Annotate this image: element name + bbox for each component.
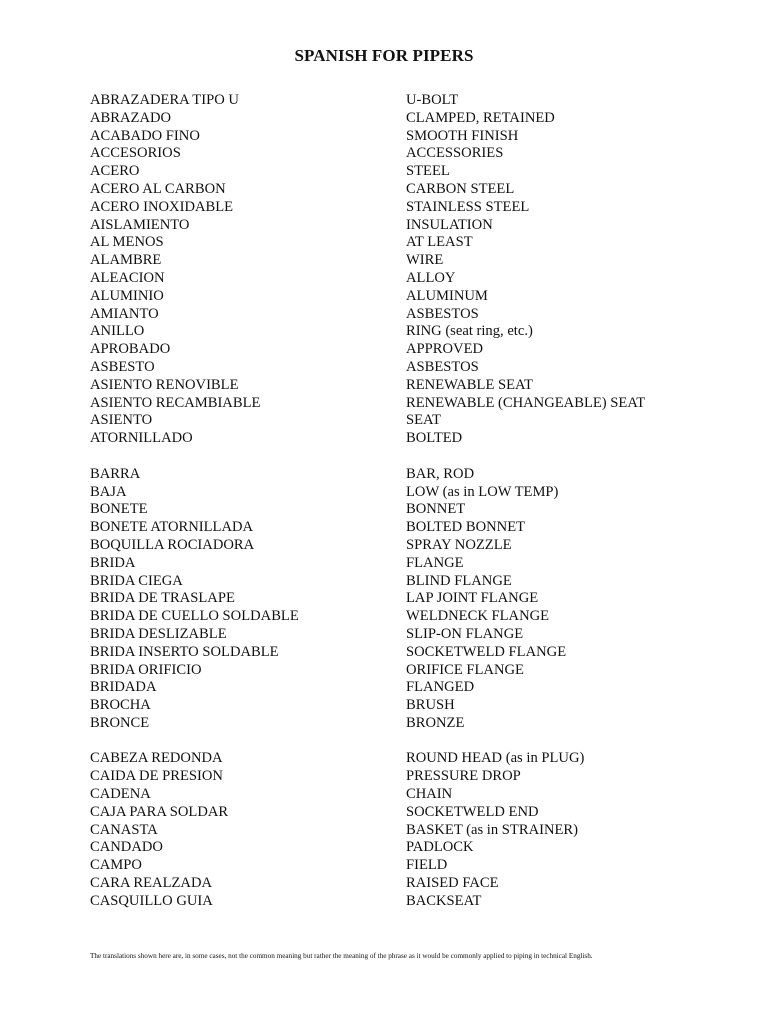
english-translation: LAP JOINT FLANGE (406, 590, 539, 607)
glossary-row (90, 217, 730, 235)
english-translation: BONNET (406, 501, 466, 518)
glossary-row (90, 128, 730, 146)
spanish-term: ACERO AL CARBON (90, 180, 226, 197)
glossary-row (90, 679, 730, 697)
english-translation: BRUSH (406, 697, 455, 714)
english-translation: BLIND FLANGE (406, 572, 512, 589)
english-translation: WELDNECK FLANGE (406, 608, 550, 625)
spanish-term: BOQUILLA ROCIADORA (90, 536, 255, 553)
glossary-row (90, 501, 730, 519)
glossary-row (90, 323, 730, 341)
english-translation: SOCKETWELD FLANGE (406, 643, 567, 660)
spanish-term: CANDADO (90, 839, 163, 856)
footnote: The translations shown here are, in some cases, not the common meaning but rather the meaning of the phrase as it would be commonly applied to piping in technical English. (90, 952, 593, 960)
glossary-row (90, 359, 730, 377)
spanish-term: BRIDA DE TRASLAPE (90, 590, 235, 607)
spanish-term: ASBESTO (90, 358, 155, 375)
spanish-term: AL MENOS (90, 234, 164, 251)
spanish-term: ATORNILLADO (90, 430, 193, 447)
spanish-term: ALUMINIO (90, 287, 164, 304)
glossary-row (90, 750, 730, 768)
glossary-row (90, 306, 730, 324)
glossary-row (90, 466, 730, 484)
glossary-section-c (90, 750, 730, 910)
english-translation: INSULATION (406, 216, 493, 233)
spanish-term: ACERO INOXIDABLE (90, 198, 234, 215)
glossary-row (90, 893, 730, 911)
glossary-row (90, 181, 730, 199)
english-translation: BOLTED BONNET (406, 519, 526, 536)
spanish-term: ASIENTO (90, 412, 153, 429)
glossary-row (90, 199, 730, 217)
glossary-row (90, 839, 730, 857)
glossary-row (90, 715, 730, 733)
glossary-row (90, 590, 730, 608)
spanish-term: CABEZA REDONDA (90, 750, 223, 767)
english-translation: BOLTED (406, 430, 463, 447)
english-translation: AT LEAST (406, 234, 473, 251)
glossary-row (90, 484, 730, 502)
spanish-term: ASIENTO RECAMBIABLE (90, 394, 261, 411)
glossary-row (90, 537, 730, 555)
english-translation: FLANGED (406, 679, 475, 696)
english-translation: ASBESTOS (406, 358, 479, 375)
spanish-term: BRIDA DE CUELLO SOLDABLE (90, 608, 299, 625)
glossary-row (90, 377, 730, 395)
spanish-term: BRONCE (90, 714, 150, 731)
glossary-row (90, 662, 730, 680)
english-translation: BASKET (as in STRAINER) (406, 821, 579, 838)
glossary-row (90, 768, 730, 786)
glossary-row (90, 822, 730, 840)
glossary-row (90, 234, 730, 252)
spanish-term: BRIDA INSERTO SOLDABLE (90, 643, 279, 660)
english-translation: APPROVED (406, 341, 484, 358)
glossary-row (90, 145, 730, 163)
spanish-term: CARA REALZADA (90, 875, 213, 892)
english-translation: SPRAY NOZZLE (406, 536, 512, 553)
glossary-row (90, 430, 730, 448)
english-translation: WIRE (406, 252, 444, 269)
english-translation: PADLOCK (406, 839, 474, 856)
glossary-section-b (90, 466, 730, 733)
english-translation: CLAMPED, RETAINED (406, 109, 555, 126)
spanish-term: ABRAZADERA TIPO U (90, 92, 239, 108)
glossary-row (90, 608, 730, 626)
english-translation: PRESSURE DROP (406, 768, 521, 785)
spanish-term: AMIANTO (90, 305, 159, 322)
english-translation: BRONZE (406, 714, 465, 731)
english-translation: RENEWABLE SEAT (406, 376, 533, 393)
english-translation: STAINLESS STEEL (406, 198, 530, 215)
spanish-term: BARRA (90, 465, 141, 482)
spanish-term: ACABADO FINO (90, 127, 200, 144)
glossary-row (90, 644, 730, 662)
spanish-term: CAJA PARA SOLDAR (90, 803, 229, 820)
spanish-term: ANILLO (90, 323, 145, 340)
spanish-term: ABRAZADO (90, 109, 172, 126)
glossary-row (90, 875, 730, 893)
glossary-row (90, 626, 730, 644)
spanish-term: CASQUILLO GUIA (90, 892, 213, 909)
english-translation: RENEWABLE (CHANGEABLE) SEAT (406, 394, 646, 411)
spanish-term: BROCHA (90, 697, 151, 714)
spanish-term: ALAMBRE (90, 252, 162, 269)
english-translation: ROUND HEAD (as in PLUG) (406, 750, 585, 767)
glossary-row (90, 555, 730, 573)
glossary-row (90, 786, 730, 804)
spanish-term: ASIENTO RENOVIBLE (90, 376, 239, 393)
english-translation: ORIFICE FLANGE (406, 661, 524, 678)
spanish-term: BRIDADA (90, 679, 157, 696)
page-title: SPANISH FOR PIPERS (294, 46, 474, 65)
spanish-term: BONETE (90, 501, 148, 518)
spanish-term: CAMPO (90, 857, 142, 874)
english-translation: BACKSEAT (406, 892, 482, 909)
english-translation: U-BOLT (406, 92, 459, 108)
english-translation: STEEL (406, 163, 450, 180)
english-translation: SEAT (406, 412, 441, 429)
spanish-term: BONETE ATORNILLADA (90, 519, 254, 536)
spanish-term: BRIDA DESLIZABLE (90, 625, 227, 642)
english-translation: CARBON STEEL (406, 180, 515, 197)
glossary-row (90, 163, 730, 181)
english-translation: ALUMINUM (406, 287, 488, 304)
glossary-row (90, 92, 730, 110)
spanish-term: CADENA (90, 786, 151, 803)
english-translation: ACCESSORIES (406, 145, 504, 162)
glossary-row (90, 697, 730, 715)
english-translation: CHAIN (406, 786, 453, 803)
glossary-row (90, 252, 730, 270)
english-translation: FLANGE (406, 554, 464, 571)
spanish-term: CAIDA DE PRESION (90, 768, 223, 785)
english-translation: RING (seat ring, etc.) (406, 323, 533, 340)
english-translation: SLIP-ON FLANGE (406, 625, 524, 642)
spanish-term: ALEACION (90, 269, 165, 286)
spanish-term: AISLAMIENTO (90, 216, 190, 233)
spanish-term: BRIDA (90, 554, 136, 571)
english-translation: SMOOTH FINISH (406, 127, 519, 144)
glossary-row (90, 804, 730, 822)
glossary-section-a (90, 92, 730, 448)
spanish-term: BRIDA CIEGA (90, 572, 183, 589)
spanish-term: ACCESORIOS (90, 145, 181, 162)
spanish-term: BAJA (90, 483, 127, 500)
glossary-row (90, 395, 730, 413)
glossary-row (90, 519, 730, 537)
glossary-row (90, 412, 730, 430)
spanish-term: APROBADO (90, 341, 171, 358)
glossary-row (90, 288, 730, 306)
english-translation: BAR, ROD (406, 465, 475, 482)
glossary-row (90, 110, 730, 128)
english-translation: FIELD (406, 857, 448, 874)
english-translation: ASBESTOS (406, 305, 479, 322)
english-translation: RAISED FACE (406, 875, 499, 892)
glossary-row (90, 341, 730, 359)
glossary (90, 92, 730, 928)
english-translation: ALLOY (406, 269, 456, 286)
spanish-term: CANASTA (90, 821, 158, 838)
spanish-term: BRIDA ORIFICIO (90, 661, 202, 678)
english-translation: LOW (as in LOW TEMP) (406, 483, 559, 500)
glossary-row (90, 573, 730, 591)
spanish-term: ACERO (90, 163, 140, 180)
glossary-row (90, 857, 730, 875)
english-translation: SOCKETWELD END (406, 803, 539, 820)
glossary-row (90, 270, 730, 288)
